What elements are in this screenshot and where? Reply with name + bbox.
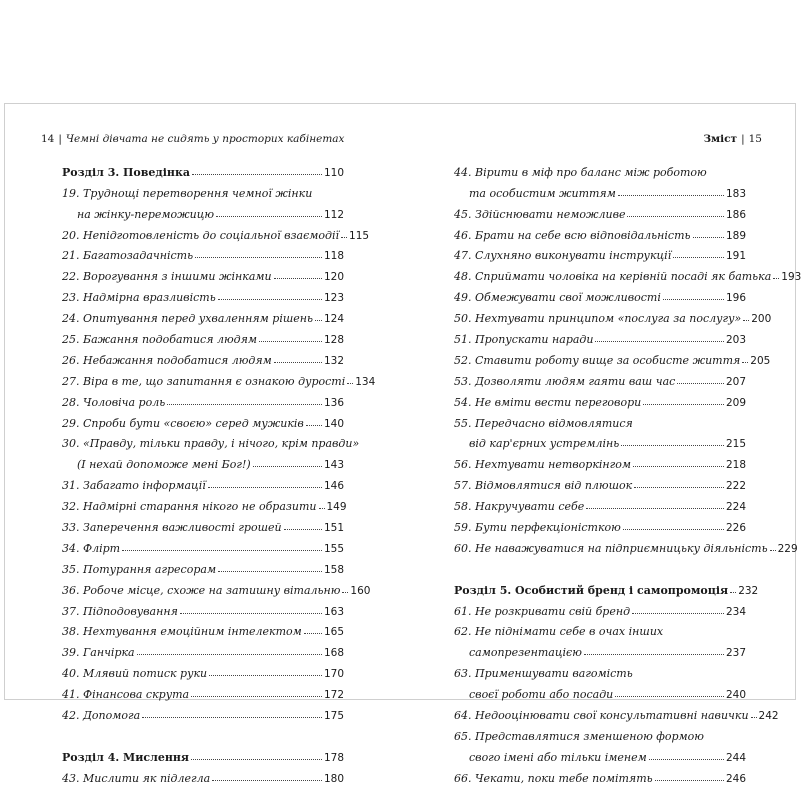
dot-leader bbox=[216, 216, 322, 217]
contents-title: Зміст bbox=[703, 133, 738, 145]
toc-entry-title: свого імені або тільки іменем bbox=[469, 750, 647, 764]
toc-entry-page-number: 146 bbox=[323, 480, 344, 493]
toc-entry-page-number: 128 bbox=[323, 334, 344, 347]
dot-leader bbox=[751, 717, 757, 718]
toc-entry[interactable] bbox=[454, 764, 746, 785]
toc-entry[interactable] bbox=[62, 618, 344, 639]
toc-entry-title: 48. Сприймати чоловіка на керівній посаді як батька bbox=[454, 270, 772, 284]
toc-entry[interactable] bbox=[62, 304, 344, 325]
dot-leader bbox=[306, 425, 322, 426]
toc-entry[interactable] bbox=[454, 659, 746, 680]
toc-entry-title: 66. Чекати, поки тебе помітять bbox=[454, 771, 653, 785]
toc-entry-page-number: 136 bbox=[323, 396, 344, 409]
toc-entry-page-number: 222 bbox=[725, 480, 746, 493]
dot-leader bbox=[743, 320, 749, 321]
toc-entry-title: 26. Небажання подобатися людям bbox=[62, 353, 272, 367]
toc-entry-title: 41. Фінансова скрута bbox=[62, 688, 190, 702]
toc-entry-title: та особистим життям bbox=[469, 186, 616, 200]
toc-entry-title: 39. Ганчірка bbox=[62, 646, 135, 660]
section-gap bbox=[62, 722, 344, 743]
toc-entry-title: 47. Слухняно виконувати інструкції bbox=[454, 249, 672, 263]
toc-entry-title: 45. Здійснювати неможливе bbox=[454, 207, 626, 221]
toc-entry[interactable] bbox=[454, 597, 746, 618]
toc-entry-page-number: 165 bbox=[323, 626, 344, 639]
toc-entry[interactable] bbox=[62, 450, 344, 471]
dot-leader bbox=[632, 613, 724, 614]
toc-entry-title: 28. Чоловіча роль bbox=[62, 395, 166, 409]
dot-leader bbox=[195, 257, 322, 258]
toc-entry-page-number: 207 bbox=[725, 375, 746, 388]
toc-entry[interactable] bbox=[62, 638, 344, 659]
toc-entry-title: 50. Нехтувати принципом «послуга за послугу» bbox=[454, 312, 742, 326]
dot-leader bbox=[274, 278, 322, 279]
toc-entry[interactable] bbox=[454, 221, 746, 242]
dot-leader bbox=[627, 216, 723, 217]
toc-entry-title: 33. Заперечення важливості грошей bbox=[62, 521, 282, 535]
toc-entry[interactable] bbox=[454, 242, 746, 263]
toc-entry[interactable] bbox=[454, 388, 746, 409]
toc-entry-title: (І нехай допоможе мені Бог!) bbox=[77, 458, 251, 472]
toc-entry[interactable] bbox=[62, 555, 344, 576]
dot-leader bbox=[595, 341, 723, 342]
toc-entry-page-number: 132 bbox=[323, 354, 344, 367]
toc-entry-page-number: 240 bbox=[725, 689, 746, 702]
toc-entry-page-number: 203 bbox=[725, 334, 746, 347]
toc-entry-title: 23. Надмірна вразливість bbox=[62, 291, 216, 305]
toc-entry-page-number: 209 bbox=[725, 396, 746, 409]
toc-entry-title: 34. Флірт bbox=[62, 541, 121, 555]
toc-entry[interactable] bbox=[454, 450, 746, 471]
toc-entry-title: 55. Передчасно відмовлятися bbox=[454, 416, 633, 430]
toc-entry[interactable] bbox=[454, 701, 779, 723]
toc-entry[interactable] bbox=[62, 764, 344, 785]
toc-chapter-heading[interactable] bbox=[62, 743, 344, 764]
dot-leader bbox=[649, 759, 724, 760]
dot-leader bbox=[770, 550, 776, 551]
dot-leader bbox=[730, 592, 736, 593]
toc-entry[interactable] bbox=[62, 680, 344, 701]
dot-leader bbox=[191, 759, 322, 760]
dot-leader bbox=[584, 654, 724, 655]
toc-entry-title: 40. Млявий потиск руки bbox=[62, 667, 208, 681]
dot-leader bbox=[655, 780, 724, 781]
toc-entry[interactable] bbox=[454, 638, 746, 659]
toc-entry[interactable] bbox=[62, 430, 360, 451]
toc-entry[interactable] bbox=[454, 492, 746, 513]
toc-entry-title: 36. Робоче місце, схоже на затишну вітальню bbox=[62, 583, 341, 597]
toc-entry[interactable] bbox=[62, 179, 344, 200]
toc-entry[interactable] bbox=[62, 221, 370, 242]
dot-leader bbox=[192, 174, 322, 175]
toc-entry[interactable] bbox=[62, 325, 344, 346]
dot-leader bbox=[212, 780, 322, 781]
dot-leader bbox=[633, 466, 724, 467]
toc-entry-title: на жінку-переможицю bbox=[77, 207, 215, 221]
toc-entry-title: 24. Опитування перед ухваленням рішень bbox=[62, 312, 314, 326]
toc-entry-title: 51. Пропускати наради bbox=[454, 333, 594, 347]
toc-entry-title: 63. Применшувати вагомість bbox=[454, 667, 633, 681]
toc-entry-page-number: 244 bbox=[725, 751, 746, 764]
toc-entry-title: 44. Вірити в міф про баланс між роботою bbox=[454, 165, 707, 179]
toc-entry-title: 46. Брати на себе всю відповідальність bbox=[454, 228, 691, 242]
toc-entry-title: 43. Мислити як підлегла bbox=[62, 771, 211, 785]
toc-entry-title: 57. Відмовлятися від плюшок bbox=[454, 479, 633, 493]
toc-entry-page-number: 143 bbox=[323, 459, 344, 472]
toc-chapter-heading[interactable] bbox=[454, 576, 759, 597]
toc-entry[interactable] bbox=[62, 262, 344, 283]
dot-leader bbox=[259, 341, 322, 342]
toc-entry[interactable] bbox=[454, 680, 746, 701]
toc-entry-title: 31. Забагато інформації bbox=[62, 479, 206, 493]
toc-entry-page-number: 229 bbox=[777, 542, 798, 555]
dot-leader bbox=[618, 195, 724, 196]
toc-entry-page-number: 189 bbox=[725, 229, 746, 242]
toc-entry-page-number: 191 bbox=[725, 250, 746, 263]
toc-entry[interactable] bbox=[62, 471, 344, 492]
toc-entry-page-number: 237 bbox=[725, 647, 746, 660]
left-page-number: 14 bbox=[41, 133, 55, 145]
dot-leader bbox=[218, 571, 322, 572]
toc-entry-title: своєї роботи або посади bbox=[469, 688, 614, 702]
dot-leader bbox=[621, 445, 724, 446]
toc-entry-page-number: 168 bbox=[323, 647, 344, 660]
toc-entry-title: 64. Недооцінювати свої консультативні навички bbox=[454, 709, 749, 723]
toc-entry-title: 56. Нехтувати нетворкінгом bbox=[454, 458, 631, 472]
toc-entry[interactable] bbox=[454, 304, 772, 326]
section-gap bbox=[454, 555, 746, 576]
toc-entry-title: 60. Не наважуватися на підприємницьку діяльність bbox=[454, 541, 768, 555]
toc-entry-page-number: 163 bbox=[323, 605, 344, 618]
dot-leader bbox=[341, 237, 347, 238]
right-page-number: 15 bbox=[748, 133, 762, 145]
toc-entry-title: 61. Не розкривати свій бренд bbox=[454, 604, 631, 618]
dot-leader bbox=[304, 633, 322, 634]
dot-leader bbox=[319, 508, 325, 509]
toc-entry-title: 35. Потурання агресорам bbox=[62, 562, 217, 576]
toc-entry-title: від кар'єрних устремлінь bbox=[469, 437, 620, 451]
toc-entry[interactable] bbox=[454, 200, 746, 221]
dot-leader bbox=[208, 487, 322, 488]
book-title: Чемні дівчата не сидять у просторих кабінетах bbox=[65, 133, 345, 145]
toc-entry-title: 52. Ставити роботу вище за особисте життя bbox=[454, 353, 741, 367]
dot-leader bbox=[663, 299, 724, 300]
toc-entry-page-number: 200 bbox=[751, 313, 772, 326]
toc-entry[interactable] bbox=[62, 534, 344, 555]
toc-entry-title: 42. Допомога bbox=[62, 709, 141, 723]
toc-entry-page-number: 112 bbox=[323, 208, 344, 221]
dot-leader bbox=[180, 613, 322, 614]
toc-entry-title: 32. Надмірні старання нікого не образити bbox=[62, 500, 317, 514]
dot-leader bbox=[122, 550, 322, 551]
toc-entry-title: 62. Не піднімати себе в очах інших bbox=[454, 625, 664, 639]
toc-entry-page-number: 115 bbox=[349, 229, 370, 242]
toc-entry-title: 49. Обмежувати свої можливості bbox=[454, 291, 661, 305]
toc-entry-title: Розділ 4. Мислення bbox=[62, 750, 190, 764]
toc-entry[interactable] bbox=[62, 388, 344, 409]
toc-entry-title: Розділ 3. Поведінка bbox=[62, 165, 191, 179]
left-header-separator: | bbox=[58, 133, 62, 145]
toc-entry[interactable] bbox=[454, 618, 746, 639]
toc-entry[interactable] bbox=[454, 534, 798, 555]
toc-entry-page-number: 186 bbox=[725, 208, 746, 221]
toc-entry[interactable] bbox=[62, 242, 344, 263]
toc-entry-title: самопрезентацією bbox=[469, 646, 582, 660]
toc-entry-page-number: 196 bbox=[725, 292, 746, 305]
toc-entry[interactable] bbox=[454, 513, 746, 534]
toc-entry[interactable] bbox=[454, 179, 746, 200]
toc-entry-title: 58. Накручувати себе bbox=[454, 500, 585, 514]
toc-entry-title: 65. Представлятися зменшеною формою bbox=[454, 729, 704, 743]
dot-leader bbox=[773, 278, 779, 279]
toc-entry[interactable] bbox=[454, 346, 771, 367]
toc-entry[interactable] bbox=[454, 158, 746, 179]
toc-entry[interactable] bbox=[62, 367, 376, 388]
dot-leader bbox=[673, 257, 724, 258]
toc-entry[interactable] bbox=[454, 409, 746, 430]
toc-entry[interactable] bbox=[62, 409, 344, 430]
toc-entry[interactable] bbox=[62, 513, 344, 534]
toc-entry-page-number: 232 bbox=[738, 584, 759, 597]
toc-entry-page-number: 218 bbox=[725, 459, 746, 472]
dot-leader bbox=[643, 404, 724, 405]
left-page-toc bbox=[62, 158, 376, 785]
toc-entry-page-number: 242 bbox=[758, 710, 779, 723]
right-page-toc bbox=[454, 158, 801, 785]
toc-entry-page-number: 175 bbox=[323, 710, 344, 723]
toc-entry-page-number: 170 bbox=[323, 668, 344, 681]
dot-leader bbox=[209, 675, 322, 676]
toc-entry-page-number: 205 bbox=[750, 354, 771, 367]
toc-entry-page-number: 151 bbox=[323, 522, 344, 535]
dot-leader bbox=[342, 592, 348, 593]
toc-entry-title: 27. Віра в те, що запитання є ознакою дурості bbox=[62, 374, 346, 388]
toc-entry-title: 21. Багатозадачність bbox=[62, 249, 194, 263]
toc-entry-page-number: 158 bbox=[323, 563, 344, 576]
toc-entry[interactable] bbox=[454, 367, 746, 388]
toc-entry-title: 22. Ворогування з іншими жінками bbox=[62, 270, 272, 284]
right-running-header bbox=[703, 133, 762, 145]
toc-entry[interactable] bbox=[62, 701, 344, 722]
toc-entry-page-number: 140 bbox=[323, 417, 344, 430]
toc-entry[interactable] bbox=[62, 597, 344, 618]
toc-entry-page-number: 155 bbox=[323, 542, 344, 555]
toc-entry[interactable] bbox=[454, 262, 801, 284]
toc-entry[interactable] bbox=[62, 346, 344, 367]
right-header-separator: | bbox=[741, 133, 745, 145]
toc-entry-page-number: 178 bbox=[323, 751, 344, 764]
dot-leader bbox=[167, 404, 322, 405]
toc-entry[interactable] bbox=[62, 659, 344, 680]
toc-entry-title: 59. Бути перфекціоністкою bbox=[454, 521, 621, 535]
toc-entry[interactable] bbox=[454, 471, 746, 492]
dot-leader bbox=[693, 237, 724, 238]
toc-entry-page-number: 123 bbox=[323, 292, 344, 305]
toc-entry-page-number: 183 bbox=[725, 187, 746, 200]
dot-leader bbox=[218, 299, 322, 300]
dot-leader bbox=[742, 362, 748, 363]
dot-leader bbox=[142, 717, 322, 718]
dot-leader bbox=[137, 654, 322, 655]
dot-leader bbox=[315, 320, 322, 321]
toc-entry[interactable] bbox=[454, 430, 746, 451]
toc-entry-page-number: 180 bbox=[323, 772, 344, 785]
toc-entry[interactable] bbox=[62, 492, 347, 514]
dot-leader bbox=[615, 696, 724, 697]
toc-entry-page-number: 124 bbox=[323, 313, 344, 326]
toc-entry-page-number: 226 bbox=[725, 522, 746, 535]
toc-entry-page-number: 160 bbox=[350, 584, 371, 597]
dot-leader bbox=[634, 487, 724, 488]
dot-leader bbox=[284, 529, 322, 530]
toc-entry[interactable] bbox=[62, 283, 344, 304]
toc-entry[interactable] bbox=[454, 722, 746, 743]
dot-leader bbox=[347, 383, 353, 384]
toc-entry-page-number: 193 bbox=[781, 271, 801, 284]
toc-entry-title: 20. Непідготовленість до соціальної взаємодії bbox=[62, 228, 340, 242]
dot-leader bbox=[623, 529, 724, 530]
toc-entry-page-number: 118 bbox=[323, 250, 344, 263]
toc-entry-title: 30. «Правду, тільки правду, і нічого, крім правди» bbox=[62, 437, 360, 451]
toc-entry[interactable] bbox=[454, 743, 746, 764]
toc-entry-page-number: 224 bbox=[725, 501, 746, 514]
toc-entry-title: 37. Підподовування bbox=[62, 604, 178, 618]
dot-leader bbox=[677, 383, 724, 384]
dot-leader bbox=[191, 696, 322, 697]
toc-chapter-heading[interactable] bbox=[62, 158, 344, 179]
toc-entry-page-number: 134 bbox=[355, 375, 376, 388]
toc-entry-title: 53. Дозволяти людям гаяти ваш час bbox=[454, 374, 676, 388]
toc-entry-page-number: 110 bbox=[323, 166, 344, 179]
toc-entry[interactable] bbox=[62, 200, 344, 221]
dot-leader bbox=[274, 362, 322, 363]
toc-entry-page-number: 215 bbox=[725, 438, 746, 451]
toc-entry-title: 54. Не вміти вести переговори bbox=[454, 395, 642, 409]
toc-entry[interactable] bbox=[454, 325, 746, 346]
toc-entry-page-number: 246 bbox=[725, 772, 746, 785]
toc-entry-title: 29. Спроби бути «своєю» серед мужиків bbox=[62, 416, 304, 430]
left-running-header bbox=[41, 133, 344, 145]
dot-leader bbox=[586, 508, 724, 509]
toc-entry-page-number: 149 bbox=[326, 501, 347, 514]
toc-entry-title: Розділ 5. Особистий бренд і самопромоція bbox=[454, 583, 729, 597]
toc-entry[interactable] bbox=[62, 576, 371, 597]
toc-entry[interactable] bbox=[454, 283, 746, 304]
dot-leader bbox=[253, 466, 322, 467]
toc-entry-page-number: 172 bbox=[323, 689, 344, 702]
toc-entry-page-number: 234 bbox=[725, 605, 746, 618]
toc-entry-title: 19. Труднощі перетворення чемної жінки bbox=[62, 186, 313, 200]
toc-entry-title: 38. Нехтування емоційним інтелектом bbox=[62, 625, 302, 639]
toc-entry-title: 25. Бажання подобатися людям bbox=[62, 333, 258, 347]
toc-entry-page-number: 120 bbox=[323, 271, 344, 284]
